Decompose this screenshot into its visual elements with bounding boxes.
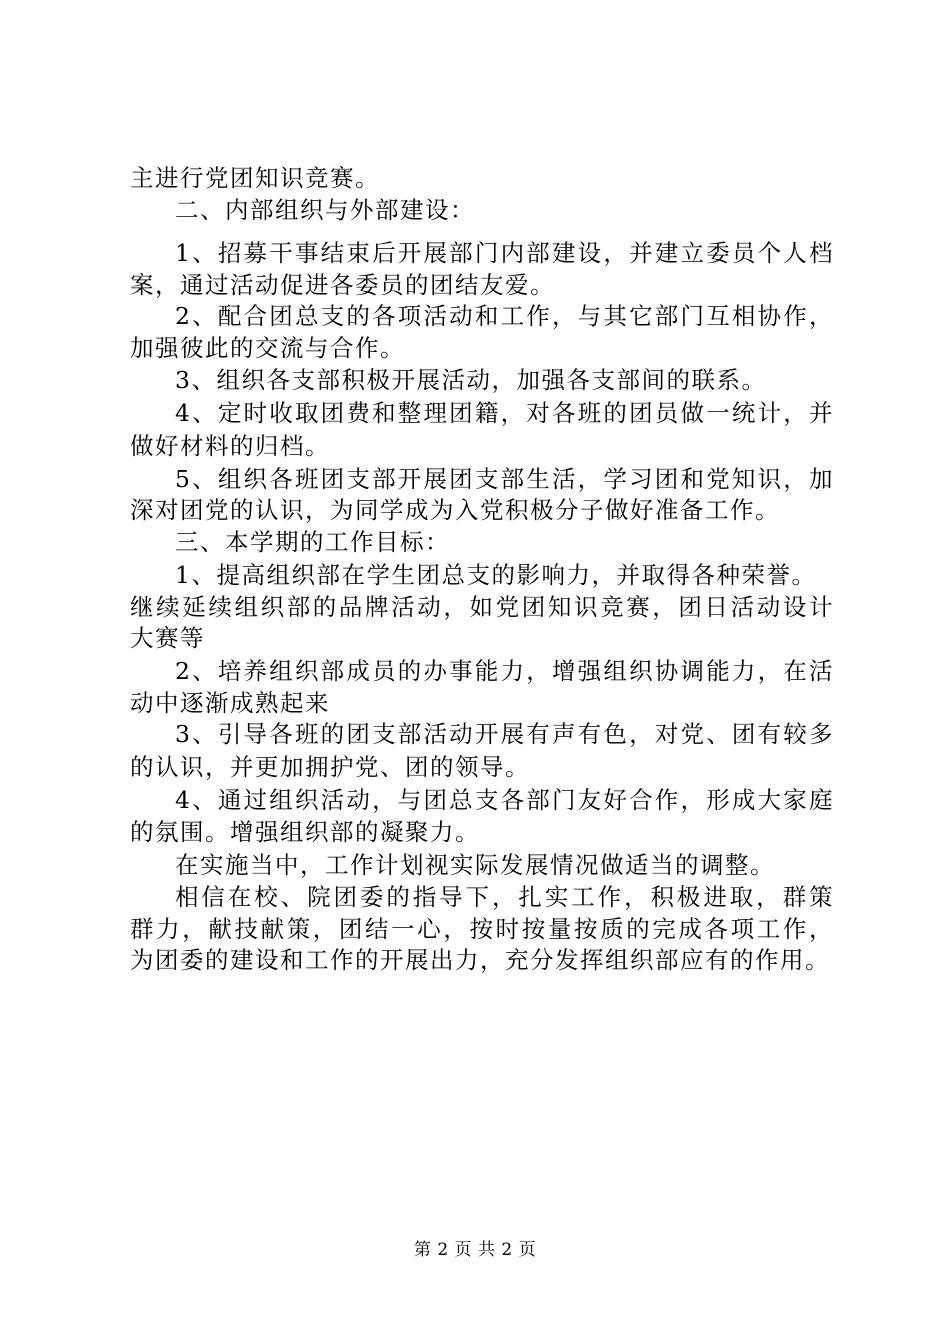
text-line: 加强彼此的交流与合作。: [130, 334, 405, 362]
page-number-footer: 第 2 页 共 2 页: [413, 1240, 537, 1260]
text-line: 4、通过组织活动，与团总支各部门友好合作，形成大家庭: [175, 786, 834, 814]
text-line: 3、组织各支部积极开展活动，加强各支部间的联系。: [175, 366, 767, 394]
text-line: 大赛等: [130, 624, 205, 652]
text-line: 相信在校、院团委的指导下，扎实工作，积极进取，群策: [175, 883, 834, 911]
text-line: 继续延续组织部的品牌活动，如党团知识竞赛，团日活动设计: [130, 593, 834, 621]
text-line: 动中逐渐成熟起来: [130, 689, 330, 717]
text-line: 2、配合团总支的各项活动和工作，与其它部门互相协作，: [175, 302, 834, 330]
text-line: 1、提高组织部在学生团总支的影响力，并取得各种荣誉。: [175, 561, 817, 589]
text-line: 深对团党的认识，为同学成为入党积极分子做好准备工作。: [130, 496, 780, 524]
text-line: 1、招募干事结束后开展部门内部建设，并建立委员个人档: [175, 239, 834, 267]
text-line: 做好材料的归档。: [130, 432, 330, 460]
text-line: 5、组织各班团支部开展团支部生活，学习团和党知识，加: [175, 465, 834, 493]
text-line: 的认识，并更加拥护党、团的领导。: [130, 753, 530, 781]
text-line: 在实施当中，工作计划视实际发展情况做适当的调整。: [175, 851, 775, 879]
text-line: 4、定时收取团费和整理团籍，对各班的团员做一统计，并: [175, 399, 834, 427]
text-line: 2、培养组织部成员的办事能力，增强组织协调能力，在活: [175, 657, 834, 685]
section-heading: 二、内部组织与外部建设：: [175, 196, 475, 224]
text-line: 的氛围。增强组织部的凝聚力。: [130, 818, 480, 846]
text-line: 3、引导各班的团支部活动开展有声有色，对党、团有较多: [175, 720, 834, 748]
text-line: 群力，献技献策，团结一心，按时按量按质的完成各项工作，: [130, 915, 834, 943]
text-line: 为团委的建设和工作的开展出力，充分发挥组织部应有的作用。: [130, 946, 830, 974]
section-heading: 三、本学期的工作目标：: [175, 528, 450, 556]
text-line: 案，通过活动促进各委员的团结友爱。: [130, 271, 555, 299]
text-line: 主进行党团知识竞赛。: [130, 164, 380, 192]
